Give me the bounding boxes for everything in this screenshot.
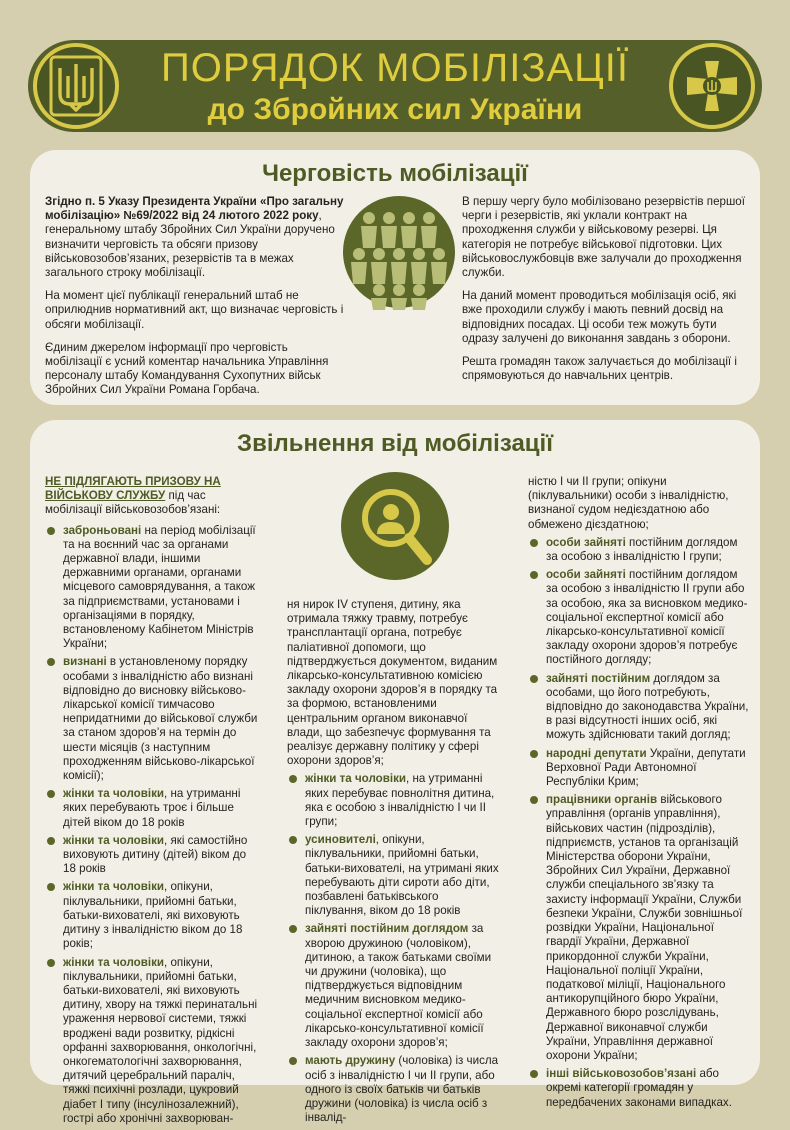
list-item [528,793,750,1063]
item-lead: жінки та чоловіки [63,833,165,847]
col3-continuation: ністю I чи II групи; опікуни (піклувальники) особи з інвалідністю, визнаної судом недієздатною або обмежено дієздатною; [528,475,729,531]
section1-right-text [462,195,750,392]
section1-left-p2: На момент цієї публікації генеральний штаб не оприлюднив нормативний акт, що визначає черговість і обсяги мобілізації. [45,289,344,331]
item-text: України, депутати Верховної Ради Автономної Республіки Крим; [546,746,746,789]
exemption-list-col2 [287,772,502,1125]
list-item [528,1067,750,1110]
list-item [45,834,260,877]
section1-right-p3: Решта громадян також залучається до мобілізації і спрямовуються до навчальних центрів. [462,355,737,383]
item-lead: жінки та чоловіки [63,955,165,969]
list-item [45,655,260,783]
list-item [287,833,502,918]
page-title-line2: до Збройних сил України [207,93,583,126]
item-text: , опікуни, піклувальники, прийомні батьки, батьки-вихователі, які виховують дитину, хвору на тяжкі перинатальні ураження нервової системи, тяжкі вроджені вади розвитку, рідкісні орфанні захворювання, онкологічні, онкогематологічні захворювання, дитячий церебральний параліч, тяжкі психічні розлади, цукровий діабет I типу (інсулінозалежний), гострі або хронічні захворюван- [63,955,258,1125]
item-lead: працівники органів [546,793,658,807]
list-item [287,772,502,829]
trident-icon [48,54,104,118]
list-item [528,568,750,667]
section1-heading: Черговість мобілізації [262,160,528,187]
item-text: військового управління (органів управління), військових частин (підрозділів), підприємств, установ та організацій Міністерства оборони України, Збройних Сил України, Державної служби спеціального зв’язку та захисту інформації України, Служби безпеки України, Служби зовнішньої розвідки України, Національної гвардії України, Державної прикордонної служби України, Національної поліції України, податкової міліції, Національного антикорупційного бюро України, Державного бюро розслідувань, Державної виконавчої служби України, Управління державної охорони України; [546,793,743,1062]
item-text: на період мобілізації та на воєнний час за органами державної влади, іншими державними органами, органами місцевого самоврядування, а також за підприємствами, установами і організаціями в порядку, встановленому Кабінетом Міністрів України; [63,523,256,651]
person-magnifier-icon [341,472,449,580]
col2-continuation: ня нирок IV ступеня, дитину, яка отримала тяжку травму, потребує трансплантації органа, потребує паліативної допомоги, що підтверджується документом, виданим лікарсько-консультативною комісією закладу охорони здоров’я в порядку та за формою, встановленими центральним органом виконавчої влади, що забезпечує формування та реалізує державну політику у сфері охорони здоров’я; [287,598,498,768]
list-item [528,536,750,564]
exemption-list-col3 [528,536,750,1110]
item-text: , опікуни, піклувальники, прийомні батьки, батьки-вихователі, на утримані яких перебувають діти сироти або діти, позбавлені батьківського піклування, віком до 18 років [305,833,499,918]
item-text: постійним доглядом за особою з інвалідністю I групи; [546,535,738,564]
item-lead: особи зайняті [546,568,626,582]
item-lead: жінки та чоловіки [63,787,165,801]
section1-right-p1: В першу чергу було мобілізовано резервістів першої черги і резервістів, які уклали контракт на проходження служби у військовому резерві. Ця категорія не потребує військової підготовки. Цих військовослужбовців вже залучали до проходження служби. [462,195,745,280]
armed-forces-emblem [669,43,755,129]
section2-heading: Звільнення від мобілізації [237,430,553,457]
item-text: доглядом за особами, що його потребують, відповідно до законодавства України, в разі відсутності інших осіб, які можуть здійснювати такий догляд; [546,671,749,742]
item-text: , які самостійно виховують дитину (дітей) віком до 18 років [63,833,248,876]
item-text: в установленому порядку особами з інвалідністю або визнані відповідно до висновку військово-лікарської комісії тимчасово непридатними до військової служби за станом здоров’я на термін до шести місяців (з наступним проходженням військово-лікарської комісії); [63,655,258,783]
exemption-list-col1 [45,524,260,1126]
item-lead: зайняті постійним доглядом [305,922,469,936]
item-text: , опікуни, піклувальники, прийомні батьки, батьки-вихователі, які виховують дитину з інвалідністю віком до 18 років; [63,880,243,951]
item-lead: жінки та чоловіки [63,880,165,894]
item-lead: мають дружину [305,1054,396,1068]
item-lead: народні депутати [546,746,647,760]
list-item [45,524,260,652]
item-lead: визнані [63,655,107,669]
item-text: , на утриманні яких перебувають троє і більше дітей віком до 18 років [63,787,241,829]
item-lead: заброньовані [63,523,142,537]
armed-forces-cross-icon [681,55,743,117]
decree-reference: Згідно п. 5 Указу Президента України «Про загальну мобілізацію» №69/2022 від 24 лютого 2022 року [45,195,344,223]
item-lead: інші військовозобов’язані [546,1067,697,1081]
section1-left-text [45,195,345,407]
decree-text: , генеральному штабу Збройних Сил України доручено визначити черговість та обсяги призову військовозобов’язаних, резервістів та в межах загального строку мобілізації. [45,209,335,280]
exemption-column-2 [287,598,502,1129]
list-item [287,922,502,1050]
list-item [287,1054,502,1125]
exemption-intro-text: під час мобілізації військовозобов’язані: [45,489,221,517]
item-lead: усиновителі [305,833,376,847]
list-item [45,787,260,830]
item-text: , на утриманні яких перебуває повнолітня дитина, яка є особою з інвалідністю I чи II групи; [305,772,495,829]
list-item [45,880,260,951]
exemption-intro [45,475,260,518]
item-text: або окремі категорії громадян у передбачених законами випадках. [546,1067,732,1109]
exemption-column-1 [45,475,260,1130]
list-item [528,747,750,790]
section1-left-p3: Єдиним джерелом інформації про черговість мобілізації є усний коментар начальника Управління персоналу штабу Командування Сухопутних військ Збройних Сил України Романа Горбача. [45,340,329,397]
item-lead: зайняті постійним [546,671,651,685]
trident-emblem [33,43,119,129]
section1-left-p1 [45,195,345,280]
item-text: (чоловіка) із числа осіб з інвалідністю I чи II групи, або одного із своїх батьків чи батьків дружини (чоловіка) із числа осіб з інвалід- [305,1054,499,1125]
soldiers-crowd-icon [343,196,455,308]
item-lead: особи зайняті [546,535,626,549]
section1-right-p2: На даний момент проводиться мобілізація осіб, які вже проходили службу і мають певний досвід на відповідних посадах. Ці особи теж можуть бути одразу залучені до виконання завдань з оборони. [462,289,737,345]
exemption-intro-heading: НЕ ПІДЛЯГАЮТЬ ПРИЗОВУ НА ВІЙСЬКОВУ СЛУЖБУ [45,475,221,503]
list-item [528,672,750,743]
page-title-line1: ПОРЯДОК МОБІЛІЗАЦІЇ [161,46,629,90]
item-text: постійним доглядом за особою з інвалідністю II групи або за особою, яка за висновком медико-соціальної експертної комісії або лікарсько-консультативної комісії закладу охорони здоров’я потребує постійного догляду; [546,568,748,667]
item-text: за хворою дружиною (чоловіком), дитиною, а також батьками своїми чи дружини (чоловіка), що підтверджується відповідним медичним висновком медико-соціальної експертної комісії або лікарсько-консультативної комісії закладу охорони здоров’я; [305,922,492,1050]
exemption-column-3 [528,475,750,1114]
item-lead: жінки та чоловіки [305,772,407,786]
list-item [45,956,260,1126]
